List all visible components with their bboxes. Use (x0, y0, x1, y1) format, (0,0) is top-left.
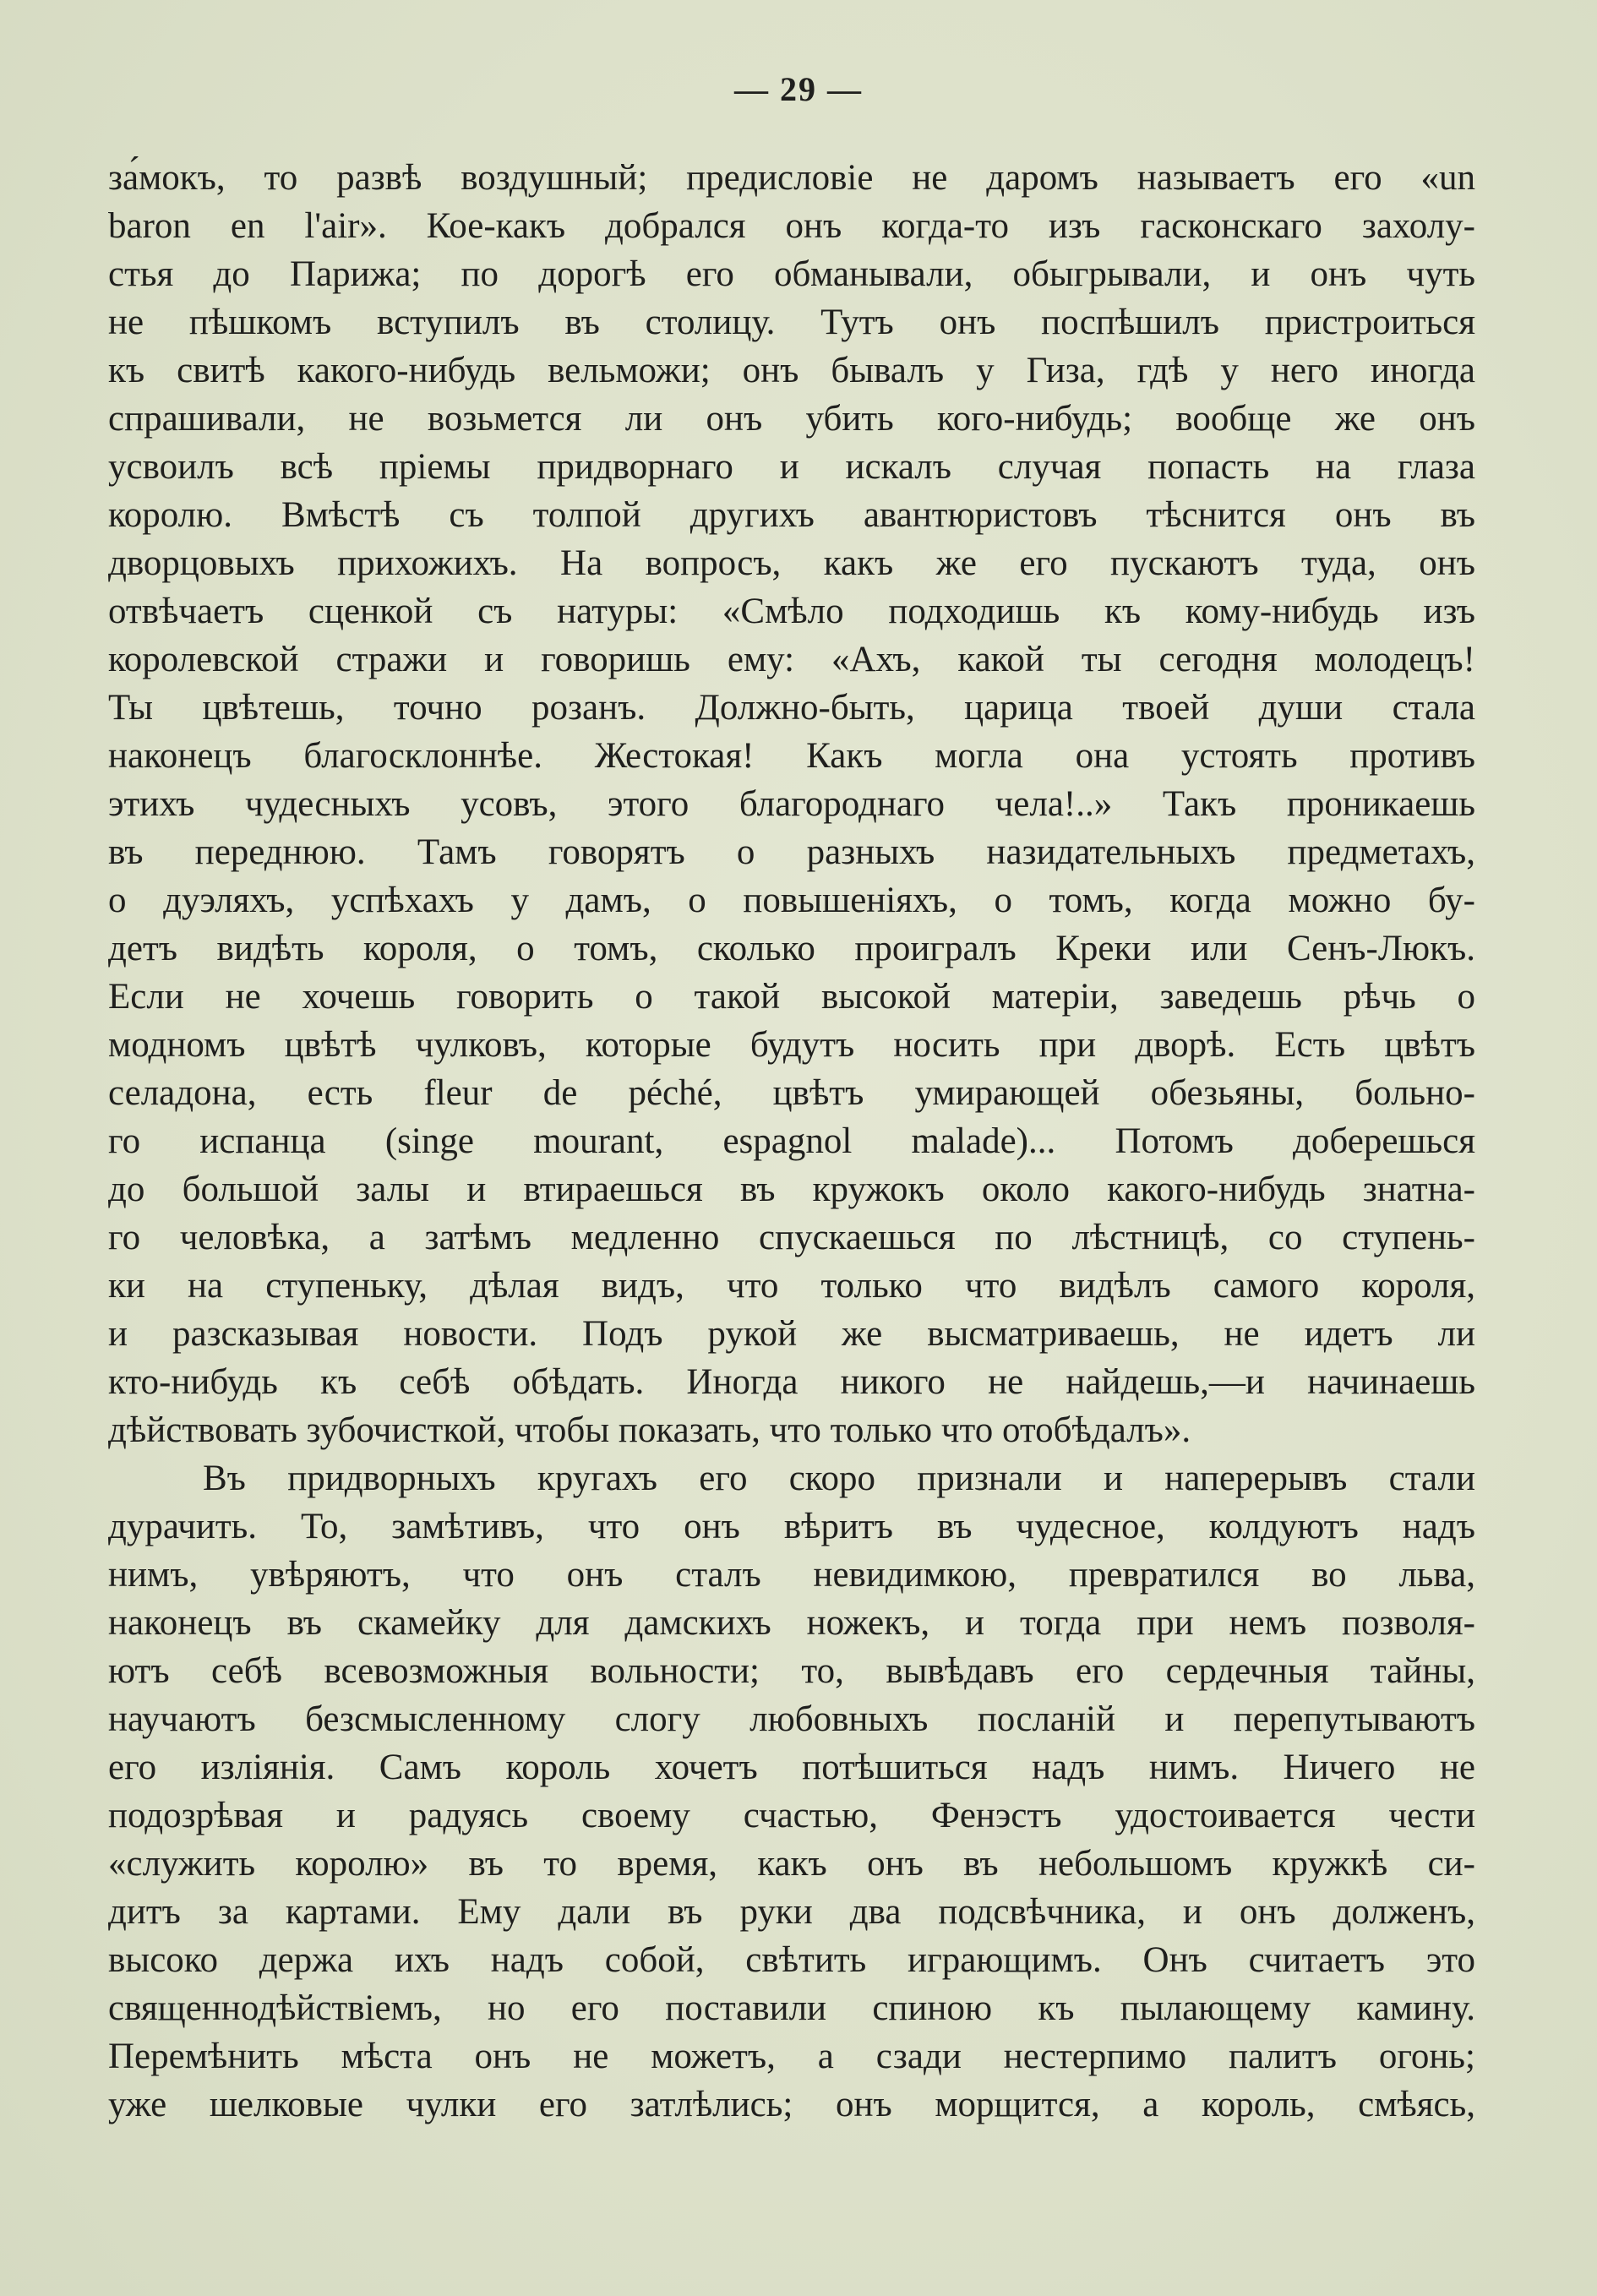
text-line: и разсказывая новости. Подъ рукой же высматриваешь, не идетъ ли (108, 1314, 1475, 1354)
text-line: дѣйствовать зубочисткой, чтобы показать, что только что отобѣдалъ». (108, 1410, 1191, 1450)
text-line: усвоилъ всѣ пріемы придворнаго и искалъ случая попасть на глаза (108, 447, 1475, 487)
text-line: селадона, есть fleur de péché, цвѣтъ умирающей обезьяны, больно- (108, 1073, 1475, 1113)
text-line: Ты цвѣтешь, точно розанъ. Должно-быть, царица твоей души стала (108, 688, 1475, 728)
page-number: — 29 — (734, 70, 863, 108)
text-line: baron en l'air». Кое-какъ добрался онъ когда-то изъ гасконскаго захолу- (108, 206, 1475, 246)
text-line: до большой залы и втираешься въ кружокъ около какого-нибудь знатна- (108, 1170, 1475, 1209)
text-line: научаютъ безсмысленному слогу любовныхъ посланій и перепутываютъ (108, 1699, 1475, 1739)
body-text (108, 154, 1475, 2129)
text-line: этихъ чудесныхъ усовъ, этого благороднаго чела!..» Такъ проникаешь (108, 784, 1475, 824)
text-line: королевской стражи и говоришь ему: «Ахъ, какой ты сегодня молодецъ! (108, 640, 1475, 679)
text-line: наконецъ благосклоннѣе. Жестокая! Какъ могла она устоять противъ (108, 736, 1475, 776)
text-line: го человѣка, а затѣмъ медленно спускаешься по лѣстницѣ, со ступень- (108, 1218, 1475, 1257)
text-line: дитъ за картами. Ему дали въ руки два подсвѣчника, и онъ долженъ, (108, 1892, 1475, 1932)
text-line: стья до Парижа; по дорогѣ его обманывали, обыгрывали, и онъ чуть (108, 254, 1475, 294)
text-line: отвѣчаетъ сценкой съ натуры: «Смѣло подходишь къ кому-нибудь изъ (108, 592, 1475, 631)
text-line: ки на ступеньку, дѣлая видъ, что только что видѣлъ самого короля, (108, 1266, 1475, 1306)
text-line: «служить королю» въ то время, какъ онъ въ небольшомъ кружкѣ си- (108, 1844, 1475, 1884)
text-line: къ свитѣ какого-нибудь вельможи; онъ бывалъ у Гиза, гдѣ у него иногда (108, 351, 1475, 390)
text-line: детъ видѣть короля, о томъ, сколько проигралъ Креки или Сенъ-Люкъ. (108, 929, 1475, 968)
text-line: модномъ цвѣтѣ чулковъ, которые будутъ носить при дворѣ. Есть цвѣтъ (108, 1025, 1475, 1065)
text-line: его изліянія. Самъ король хочетъ потѣшиться надъ нимъ. Ничего не (108, 1748, 1475, 1787)
text-line: королю. Вмѣстѣ съ толпой другихъ авантюристовъ тѣснится онъ въ (108, 495, 1475, 535)
text-line: дворцовыхъ прихожихъ. На вопросъ, какъ же его пускаютъ туда, онъ (108, 543, 1475, 583)
text-line: го испанца (singe mourant, espagnol malade)... Потомъ доберешься (108, 1121, 1475, 1161)
text-line: спрашивали, не возьмется ли онъ убить кого-нибудь; вообще же онъ (108, 399, 1475, 439)
text-line: о дуэляхъ, успѣхахъ у дамъ, о повышеніяхъ, о томъ, когда можно бу- (108, 881, 1475, 920)
paragraph-1 (108, 154, 1475, 1454)
text-line: наконецъ въ скамейку для дамскихъ ножекъ, и тогда при немъ позволя- (108, 1603, 1475, 1643)
paragraph-2 (108, 1454, 1475, 2129)
text-line: кто-нибудь къ себѣ обѣдать. Иногда никого не найдешь,—и начинаешь (108, 1362, 1475, 1402)
text-line: Въ придворныхъ кругахъ его скоро признали и наперерывъ стали (203, 1459, 1475, 1498)
text-line: за́мокъ, то развѣ воздушный; предисловіе не даромъ называетъ его «un (108, 158, 1475, 198)
text-line: высоко держа ихъ надъ собой, свѣтить играющимъ. Онъ считаетъ это (108, 1940, 1475, 1980)
text-line: Если не хочешь говорить о такой высокой матеріи, заведешь рѣчь о (108, 977, 1475, 1017)
text-line: священнодѣйствіемъ, но его поставили спиною къ пылающему камину. (108, 1988, 1475, 2028)
text-line: дурачить. То, замѣтивъ, что онъ вѣритъ въ чудесное, колдуютъ надъ (108, 1507, 1475, 1546)
text-line: не пѣшкомъ вступилъ въ столицу. Тутъ онъ поспѣшилъ пристроиться (108, 303, 1475, 342)
text-line: Перемѣнить мѣста онъ не можетъ, а сзади нестерпимо палитъ огонь; (108, 2037, 1475, 2076)
text-line: въ переднюю. Тамъ говорятъ о разныхъ назидательныхъ предметахъ, (108, 832, 1475, 872)
text-line: уже шелковые чулки его затлѣлись; онъ морщится, а король, смѣясь, (108, 2085, 1475, 2124)
text-line: ютъ себѣ всевозможныя вольности; то, вывѣдавъ его сердечныя тайны, (108, 1651, 1475, 1691)
text-line: нимъ, увѣряютъ, что онъ сталъ невидимкою, превратился во льва, (108, 1555, 1475, 1595)
text-line: подозрѣвая и радуясь своему счастью, Фенэстъ удостоивается чести (108, 1796, 1475, 1835)
